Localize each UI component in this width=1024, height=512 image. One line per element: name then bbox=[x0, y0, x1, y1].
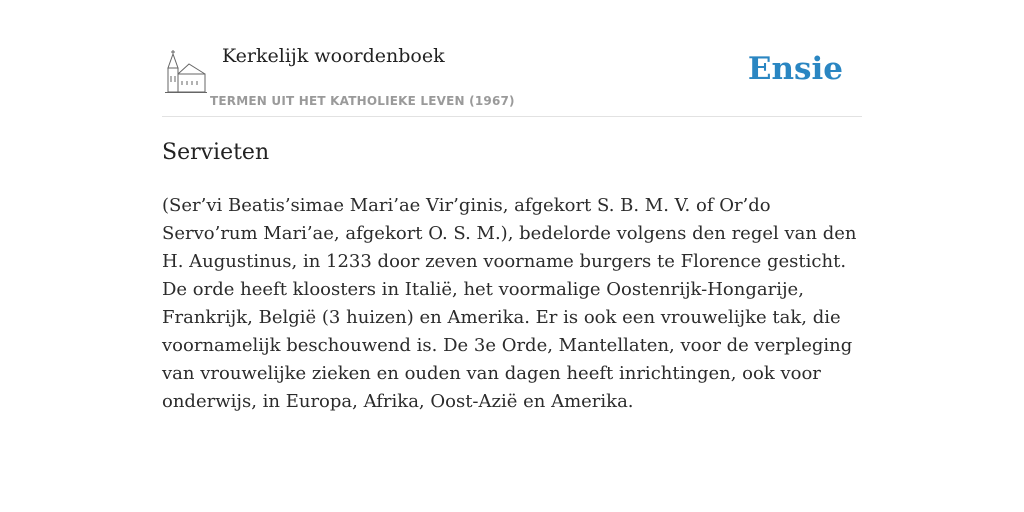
church-icon[interactable] bbox=[165, 50, 207, 94]
dictionary-subtitle: TERMEN UIT HET KATHOLIEKE LEVEN (1967) bbox=[210, 94, 515, 108]
dictionary-title[interactable]: Kerkelijk woordenboek bbox=[222, 45, 445, 67]
dictionary-header bbox=[162, 40, 862, 117]
entry-title: Servieten bbox=[162, 140, 270, 165]
entry-body: (Ser’vi Beatis’simae Mari’ae Vir’ginis, afgekort S. B. M. V. of Or’do Servo’rum Mari’ae, afgekort O. S. M.), bedelorde volgens den regel van den H. Augustinus, in 1233 door zeven voorname burgers te Florence gesticht. De orde heeft kloosters in Italië, het voormalige Oostenrijk-Hongarije, Frankrijk, België (3 huizen) en Amerika. Er is ook een vrouwelijke tak, die voornamelijk beschouwend is. De 3e Orde, Mantellaten, voor de verpleging van vrouwelijke zieken en ouden van dagen heeft inrichtingen, ook voor onderwijs, in Europa, Afrika, Oost-Azië en Amerika. bbox=[162, 195, 857, 412]
brand-logo-link[interactable]: Ensie bbox=[747, 51, 843, 87]
